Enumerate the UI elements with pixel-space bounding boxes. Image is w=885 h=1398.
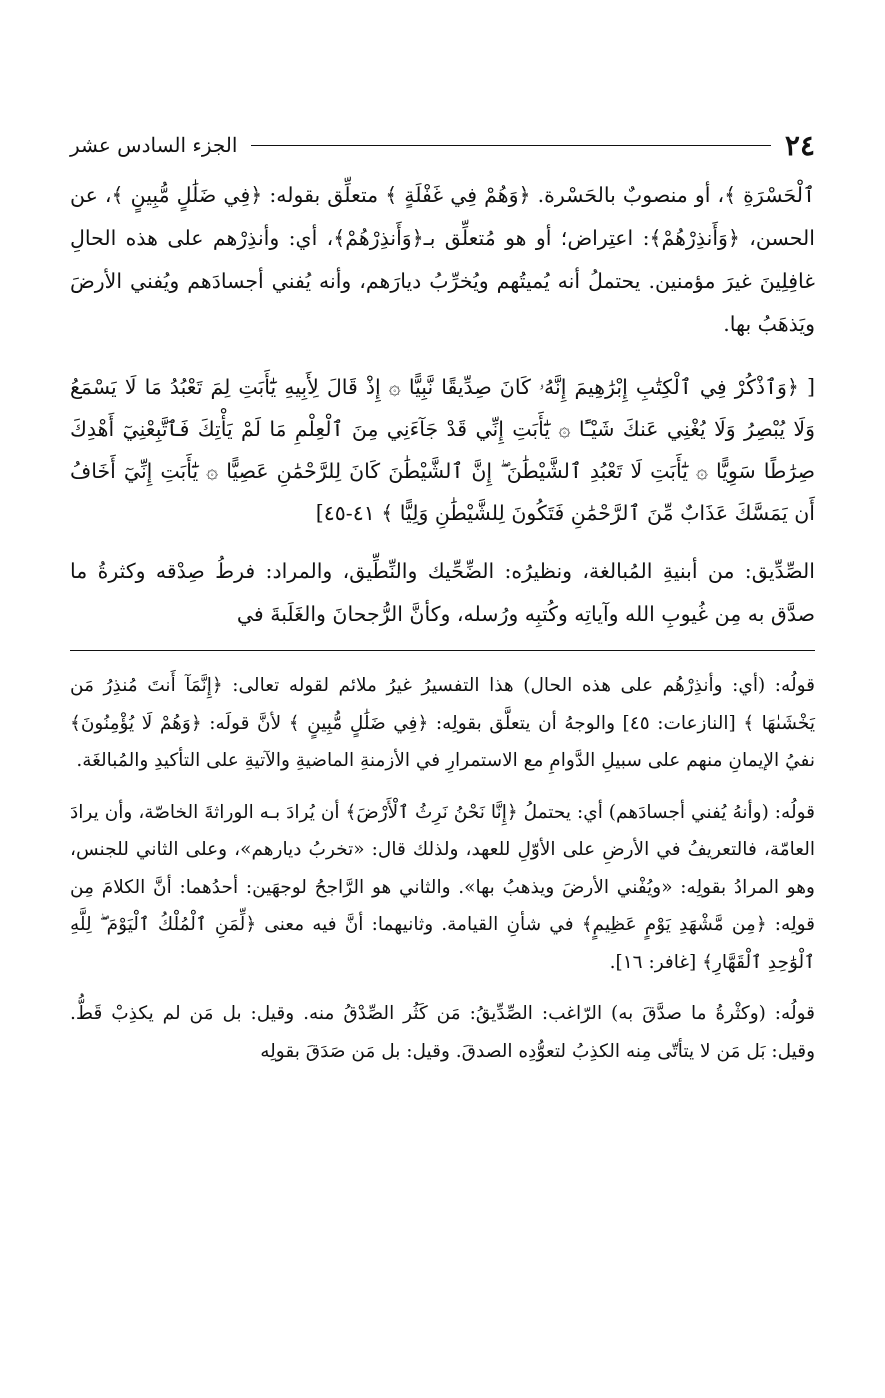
footnote-2: قولُه: (وأنهُ يُفني أجسادَهم) أي: يحتملُ ﴿إِنَّا نَحْنُ نَرِثُ ٱلْأَرْضَ﴾ أن يُرادَ بـه الوراثةَ الخاصّة، وأن يرادَ العامّة، فالتعريفُ في الأرضِ على الأوّلِ للعهد، ولذلك قال: «تخربُ ديارهم»، وعلى الثاني للجنس، وهو المرادُ بقولِه: «ويُفْني الأرضَ ويذهبُ بها». والثاني هو الرَّاجحُ لوجهَين: أحدُهما: أنَّ الكلامَ مِن قولِه: ﴿مِن مَّشْهَدِ يَوْمٍ عَظِيمٍ﴾ في شأنِ القيامة. وثانيهما: أنَّ فيه معنى ﴿لِّمَنِ ٱلْمُلْكُ ٱلْيَوْمَ ۖ لِلَّهِ ٱلْوَٰحِدِ ٱلْقَهَّارِ﴾ [غافر: ١٦]. xyxy=(70,801,815,973)
main-paragraph: ٱلْحَسْرَةِ ﴾، أو منصوبٌ بالحَسْرة. ﴿وَهُمْ فِي غَفْلَةٍ ﴾ متعلِّق بقوله: ﴿فِي ضَلَٰلٍ مُّبِينٍ ﴾، عن الحسن، ﴿وَأَنذِرْهُمْ﴾: اعتِراض؛ أو هو مُتعلِّق بـ﴿وَأَنذِرْهُمْ﴾، أي: وأنذِرْهم على هذه الحالِ غافِلِينَ غيرَ مؤمنين. يحتملُ أنه يُميتُهم ويُخرِّبُ ديارَهم، وأنه يُفني أجسادَهم ويُفني الأرضَ ويَذهَبُ بها. xyxy=(70,183,815,336)
bracket-close: ] xyxy=(315,501,324,525)
running-title: الجزء السادس عشر xyxy=(70,133,238,157)
bracket-open: [ xyxy=(806,375,815,399)
page-header xyxy=(70,120,815,170)
header-rule xyxy=(251,145,770,146)
quran-verses: ﴿وَٱذْكُرْ فِي ٱلْكِتَٰبِ إِبْرَٰهِيمَ إِنَّهُۥ كَانَ صِدِّيقًا نَّبِيًّا ۞ إِذْ قَالَ لِأَبِيهِ يَٰٓأَبَتِ لِمَ تَعْبُدُ مَا لَا يَسْمَعُ وَلَا يُبْصِرُ وَلَا يُغْنِي عَنكَ شَيْـًٔا ۞ يَٰٓأَبَتِ إِنِّي قَدْ جَآءَنِي مِنَ ٱلْعِلْمِ مَا لَمْ يَأْتِكَ فَٱتَّبِعْنِيٓ أَهْدِكَ صِرَٰطًا سَوِيًّا ۞ يَٰٓأَبَتِ لَا تَعْبُدِ ٱلشَّيْطَٰنَ ۖ إِنَّ ٱلشَّيْطَٰنَ كَانَ لِلرَّحْمَٰنِ عَصِيًّا ۞ يَٰٓأَبَتِ إِنِّيٓ أَخَافُ أَن يَمَسَّكَ عَذَابٌ مِّنَ ٱلرَّحْمَٰنِ فَتَكُونَ لِلشَّيْطَٰنِ وَلِيًّا ﴾ xyxy=(70,375,815,525)
footnote-3: قولُه: (وكثْرةُ ما صدَّقَ به) الرّاغب: الصِّدِّيقُ: مَن كَثُر الصِّدْقُ منه. وقيل: بل مَن لم يكذِبْ قَطُّ. وقيل: بَل مَن لا يتأتّى مِنه الكذِبُ لتعوُّدِه الصدقَ. وقيل: بل مَن صَدَقَ بقولِه xyxy=(70,1003,815,1062)
footnote-1: قولُه: (أي: وأنذِرْهُم على هذه الحال) هذا التفسيرُ غيرُ ملائم لقوله تعالى: ﴿إِنَّمَآ أَنتَ مُنذِرُ مَن يَخْشَىٰهَا ﴾ [النازعات: ٤٥] والوجهُ أن يتعلَّق بقولِه: ﴿فِي ضَلَٰلٍ مُّبِينٍ ﴾ لأنَّ قولَه: ﴿وَهُمْ لَا يُؤْمِنُونَ﴾ نفيُ الإيمانِ منهم على سبيلِ الدَّوامِ مع الاستمرارِ في الأزمنةِ الماضيةِ والآتيةِ على التأكيدِ والمُبالغَة. xyxy=(70,675,815,771)
document-page xyxy=(70,120,815,1084)
footnote-divider xyxy=(70,650,815,651)
verse-reference: ٤١-٤٥ xyxy=(323,501,375,525)
commentary-paragraph: الصِّدِّيق: من أبنيةِ المُبالغة، ونظيرُه: الضِّحِّيك والنِّطِّيق، والمراد: فرطُ صِدْقه وكثرةُ ما صدَّق به مِن غُيوبِ الله وآياتِه وكُتبِه ورُسله، وكأنَّ الرُّجحانَ والغَلَبةَ في xyxy=(70,559,815,626)
footnotes xyxy=(70,667,815,1070)
page-number: ٢٤ xyxy=(784,128,815,162)
quran-verses-block xyxy=(70,366,815,534)
